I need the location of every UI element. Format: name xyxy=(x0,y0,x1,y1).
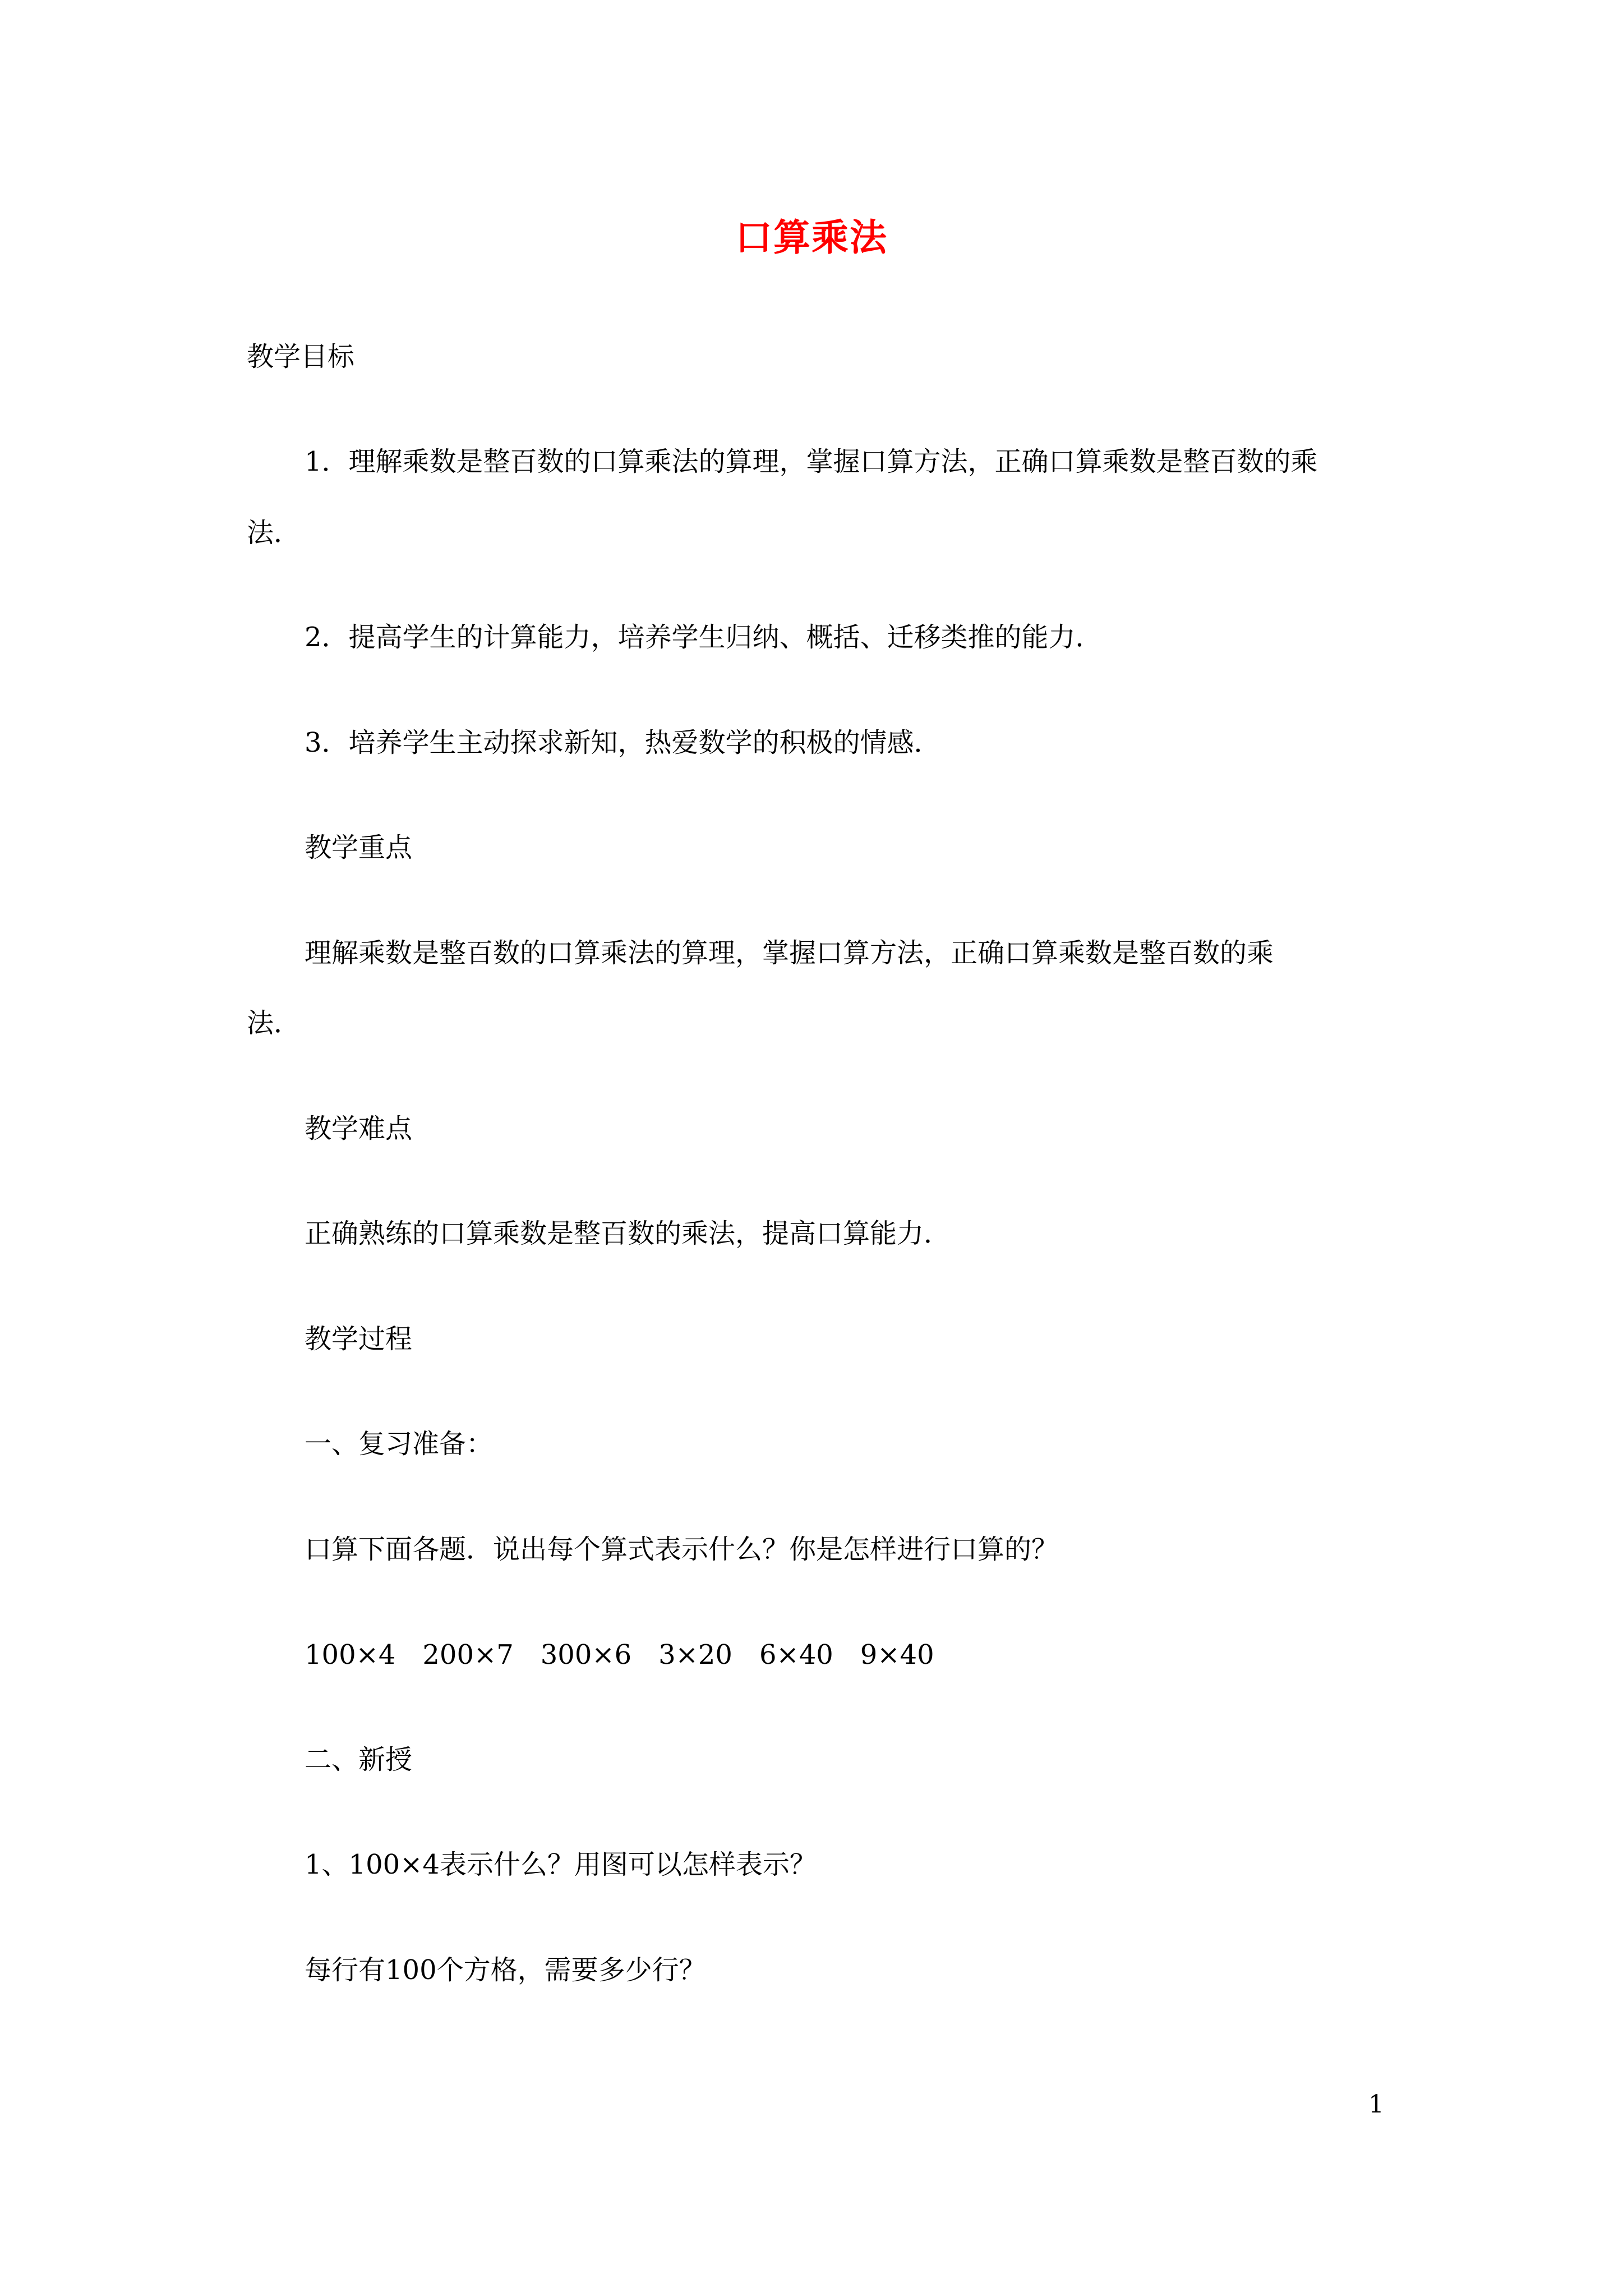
objective-2: 2．提高学生的计算能力，培养学生归纳、概括、迁移类推的能力． xyxy=(305,622,1103,653)
part-1-prompt: 口算下面各题．说出每个算式表示什么？你是怎样进行口算的？ xyxy=(305,1534,1059,1565)
difficulties-text: 正确熟练的口算乘数是整百数的乘法，提高口算能力． xyxy=(305,1218,951,1249)
page-number: 1 xyxy=(1368,2090,1384,2119)
section-heading-difficulties: 教学难点 xyxy=(305,1113,413,1144)
key-points-line-1: 理解乘数是整百数的口算乘法的算理，掌握口算方法，正确口算乘数是整百数的乘 xyxy=(305,937,1274,969)
objective-1-line-1: 1．理解乘数是整百数的口算乘法的算理，掌握口算方法，正确口算乘数是整百数的乘 xyxy=(305,446,1318,477)
part-2-heading: 二、新授 xyxy=(305,1744,413,1775)
objective-3: 3．培养学生主动探求新知，热爱数学的积极的情感． xyxy=(305,727,941,758)
key-points-line-2: 法． xyxy=(247,1007,301,1039)
objective-1-line-2: 法． xyxy=(247,517,301,549)
section-heading-key-points: 教学重点 xyxy=(305,832,413,863)
page-title: 口算乘法 xyxy=(735,215,888,259)
section-heading-objectives: 教学目标 xyxy=(247,341,355,372)
part-1-heading: 一、复习准备： xyxy=(305,1428,494,1460)
part-2-question-2: 每行有100个方格，需要多少行？ xyxy=(305,1954,706,1986)
part-2-question-1: 1、100×4表示什么？用图可以怎样表示？ xyxy=(305,1849,817,1880)
part-1-exercises: 100×4 200×7 300×6 3×20 6×40 9×40 xyxy=(305,1639,934,1671)
section-heading-process: 教学过程 xyxy=(305,1323,413,1355)
